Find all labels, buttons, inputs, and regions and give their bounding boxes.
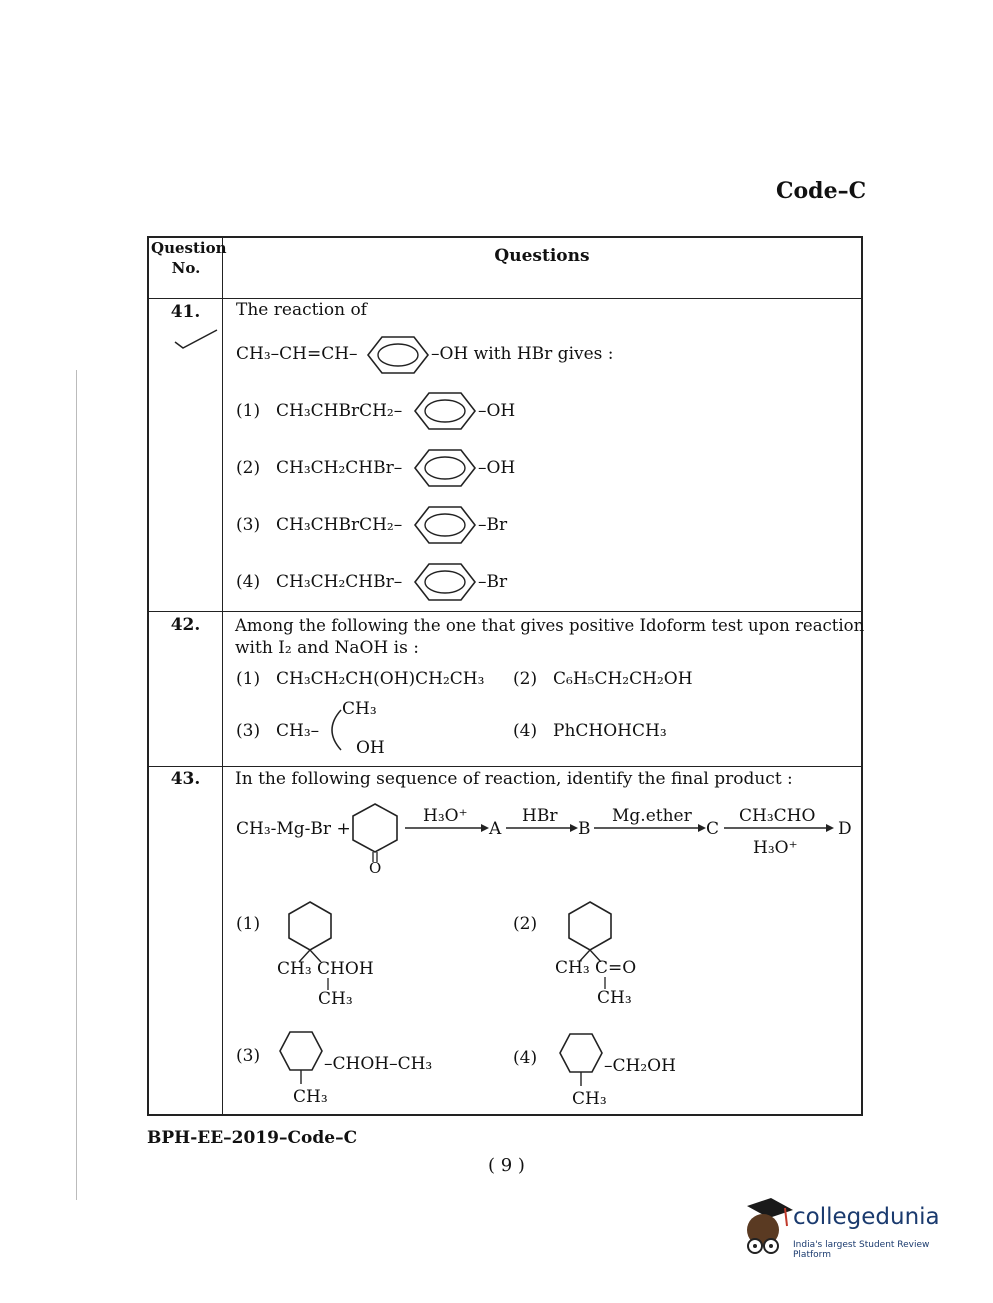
q41-option3-chain: CH₃CHBrCH₂– bbox=[276, 515, 403, 535]
cyclohexanone-ring-icon bbox=[350, 802, 400, 862]
paper-code: Code–C bbox=[776, 178, 867, 204]
tick-mark-icon bbox=[171, 328, 221, 356]
cyclohexane-ring-icon bbox=[566, 900, 614, 962]
q42-option3-number: (3) bbox=[236, 721, 261, 741]
q43-option2-line2: CH₃ bbox=[597, 988, 632, 1008]
reaction-arrow-icon bbox=[594, 822, 706, 834]
benzene-ring-icon bbox=[414, 562, 476, 602]
column-divider bbox=[222, 238, 223, 1114]
q43-option4-side: –CH₂OH bbox=[604, 1056, 676, 1076]
q43-option3-side: –CHOH–CH₃ bbox=[324, 1054, 433, 1074]
header-questions: Questions bbox=[494, 246, 590, 266]
q43-step1-reagent: H₃O⁺ bbox=[423, 806, 468, 826]
q42-option4: PhCHOHCH₃ bbox=[553, 721, 667, 741]
q42-option3-left: CH₃– bbox=[276, 721, 320, 741]
q43-step2-reagent: HBr bbox=[522, 806, 558, 826]
q43-product-c: C bbox=[706, 819, 720, 839]
q43-product-d: D bbox=[838, 819, 852, 839]
q41-option1-end: –OH bbox=[478, 401, 516, 421]
q43-reactant: CH₃-Mg-Br + bbox=[236, 819, 351, 839]
q42-option4-number: (4) bbox=[513, 721, 538, 741]
q43-option2-line1: CH₃ C=O bbox=[555, 958, 637, 978]
header-qno-line2: No. bbox=[171, 259, 201, 277]
q41-option4-chain: CH₃CH₂CHBr– bbox=[276, 572, 403, 592]
q41-option2-chain: CH₃CH₂CHBr– bbox=[276, 458, 403, 478]
q43-line1: In the following sequence of reaction, identify the final product : bbox=[235, 769, 793, 789]
row-divider-41 bbox=[149, 611, 861, 612]
q42-option1: CH₃CH₂CH(OH)CH₂CH₃ bbox=[276, 669, 485, 689]
q41-option2-number: (2) bbox=[236, 458, 261, 478]
reaction-arrow-icon bbox=[506, 822, 578, 834]
q43-option3-number: (3) bbox=[236, 1046, 261, 1066]
row-divider-42 bbox=[149, 766, 861, 767]
q43-product-b: B bbox=[578, 819, 591, 839]
q41-option3-end: –Br bbox=[478, 515, 508, 535]
q42-option3-top: CH₃ bbox=[342, 699, 377, 719]
benzene-ring-icon bbox=[414, 391, 476, 431]
q42-option2-number: (2) bbox=[513, 669, 538, 689]
q42-option1-number: (1) bbox=[236, 669, 261, 689]
q43-product-a: A bbox=[489, 819, 502, 839]
logo-tagline: India's largest Student Review Platform bbox=[793, 1240, 930, 1260]
reaction-arrow-icon bbox=[405, 822, 489, 834]
footer-code: BPH-EE–2019–Code–C bbox=[147, 1128, 358, 1148]
q43-option2-number: (2) bbox=[513, 914, 538, 934]
page-number: ( 9 ) bbox=[488, 1155, 525, 1176]
q42-line1: Among the following the one that gives positive Idoform test upon reaction bbox=[235, 616, 865, 635]
logo-name: collegedunia bbox=[793, 1204, 940, 1230]
q43-step4-reagent-top: CH₃CHO bbox=[739, 806, 816, 826]
header-qno-line1: Question bbox=[151, 239, 227, 257]
q41-stem-right: –OH with HBr gives : bbox=[431, 344, 614, 364]
q43-step3-reagent: Mg.ether bbox=[612, 806, 692, 826]
q41-intro: The reaction of bbox=[236, 300, 367, 320]
reaction-arrow-icon bbox=[724, 822, 834, 834]
q42-option3-bottom: OH bbox=[356, 738, 385, 758]
question-42-number: 42. bbox=[170, 615, 201, 635]
q42-line2: with I₂ and NaOH is : bbox=[235, 638, 419, 658]
q42-option2: C₆H₅CH₂CH₂OH bbox=[553, 669, 693, 689]
cyclohexane-ring-icon bbox=[286, 900, 334, 962]
q41-option4-number: (4) bbox=[236, 572, 261, 592]
header-question-no bbox=[151, 238, 227, 278]
q41-option3-number: (3) bbox=[236, 515, 261, 535]
q43-option4-bottom: CH₃ bbox=[572, 1089, 607, 1109]
question-43-number: 43. bbox=[170, 769, 201, 789]
benzene-ring-icon bbox=[414, 505, 476, 545]
question-41-number: 41. bbox=[170, 302, 201, 322]
header-divider bbox=[149, 298, 861, 299]
q43-option1-line1: CH₃ CHOH bbox=[277, 959, 374, 979]
q43-option1-number: (1) bbox=[236, 914, 261, 934]
q43-option3-bottom: CH₃ bbox=[293, 1087, 328, 1107]
q41-option1-number: (1) bbox=[236, 401, 261, 421]
collegedunia-logo[interactable] bbox=[735, 1196, 965, 1260]
q43-step4-reagent-bottom: H₃O⁺ bbox=[753, 838, 798, 858]
q43-option1-line2: CH₃ bbox=[318, 989, 353, 1009]
mascot-icon bbox=[735, 1196, 793, 1258]
q41-stem-left: CH₃–CH=CH– bbox=[236, 344, 358, 364]
q43-ketone-oxygen: O bbox=[369, 859, 382, 877]
q41-option4-end: –Br bbox=[478, 572, 508, 592]
q41-option1-chain: CH₃CHBrCH₂– bbox=[276, 401, 403, 421]
cyclohexane-ring-icon bbox=[558, 1032, 604, 1088]
scan-margin-line bbox=[76, 370, 77, 1200]
question-table bbox=[147, 236, 863, 1116]
q41-option2-end: –OH bbox=[478, 458, 516, 478]
benzene-ring-icon bbox=[367, 335, 429, 375]
cyclohexane-ring-icon bbox=[278, 1030, 324, 1086]
benzene-ring-icon bbox=[414, 448, 476, 488]
q43-option4-number: (4) bbox=[513, 1048, 538, 1068]
